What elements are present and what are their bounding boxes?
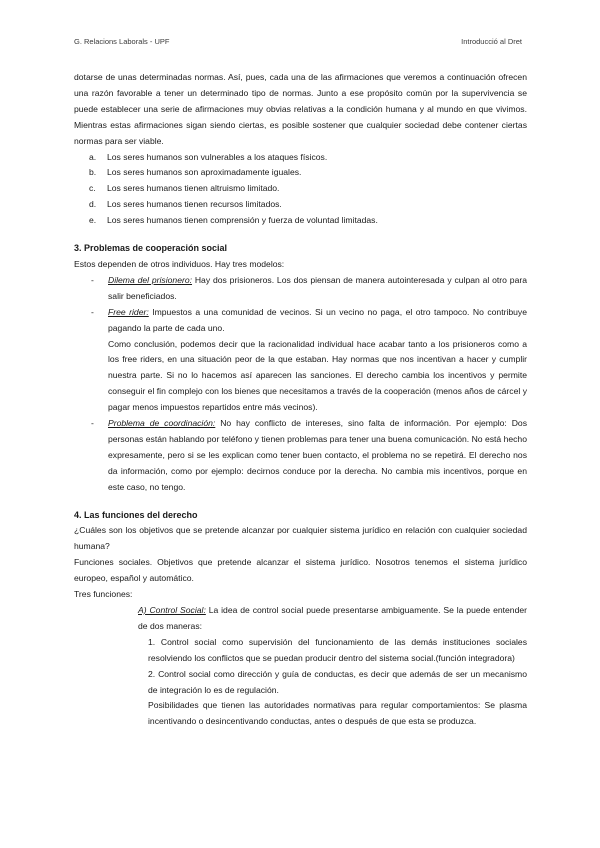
model-description: Hay dos prisioneros. Los dos piensan de manera autointeresada y culpan al otro para salir beneficiados. — [108, 274, 527, 301]
list-marker: b. — [89, 167, 97, 178]
list-marker: c. — [89, 183, 96, 194]
list-item-text: Los seres humanos tienen altruismo limitado. — [107, 183, 280, 194]
header-course: G. Relacions Laborals - UPF — [74, 37, 170, 46]
list-item-text: Los seres humanos tienen comprensión y fuerza de voluntad limitadas. — [107, 215, 378, 226]
model-term: Dilema del prisionero: — [108, 274, 193, 285]
list-marker: d. — [89, 199, 97, 210]
list-item — [74, 165, 527, 181]
social-control-paragraph — [74, 603, 527, 635]
section-3-intro: Estos dependen de otros individuos. Hay tres modelos: — [74, 258, 285, 269]
list-item — [74, 197, 527, 213]
dash-marker: - — [91, 418, 94, 429]
model-term: Problema de coordinación: — [108, 418, 216, 429]
control-way-2: 2. Control social como dirección y guía de conductas, es decir que además de ser un mecanismo de integración lo es de regulación. — [148, 668, 527, 695]
list-marker: a. — [89, 151, 97, 162]
header-subject: Introducció al Dret — [461, 37, 522, 46]
model-free-rider — [74, 305, 527, 337]
model-description: Impuestos a una comunidad de vecinos. Si un vecino no paga, el otro tampoco. No contribuye pagando la parte de cada uno. — [108, 306, 528, 333]
conclusion-paragraph: Como conclusión, podemos decir que la racionalidad individual hace acabar tanto a los prisioneros como a los free riders, en una situación peor de la que estaban. Hay normas que nos incentivan a hacer y cumplir nuestra parte. Si no lo hacemos así aparecen las sanciones. El derecho cambia los incentivos y permite conseguir el fin complejo con los bienes que necesitamos a través de la cooperación (menos años de cárcel y pagar menos impuestos repartidos entre más vecinos). — [108, 338, 527, 413]
affirmations-list — [74, 150, 527, 230]
dash-marker: - — [91, 274, 94, 285]
possibilities-paragraph: Posibilidades que tienen las autoridades normativas para regular comportamientos: Se plasma incentivando o desincentivando conductas, antes o después de que esta se produzca. — [148, 700, 527, 727]
list-item-text: Los seres humanos son aproximadamente iguales. — [107, 167, 302, 178]
list-item — [74, 181, 527, 197]
section-4-heading: 4. Las funciones del derecho — [74, 509, 198, 520]
document-body — [74, 70, 527, 730]
list-item-text: Los seres humanos son vulnerables a los ataques físicos. — [107, 151, 328, 162]
list-item-text: Los seres humanos tienen recursos limitados. — [107, 199, 282, 210]
control-way-1: 1. Control social como supervisión del funcionamiento de las demás instituciones sociales resolviendo los conflictos que se puedan producir dentro del sistema social.(función integradora) — [148, 636, 527, 663]
social-functions-paragraph: Funciones sociales. Objetivos que pretende alcanzar el sistema jurídico. Nosotros tenemos el sistema jurídico europeo, español y automático. — [74, 557, 527, 584]
list-item — [74, 213, 527, 229]
three-functions-label: Tres funciones: — [74, 589, 133, 600]
list-item — [74, 150, 527, 166]
function-description: La idea de control social puede presentarse ambiguamente. Se la puede entender de dos maneras: — [138, 605, 527, 631]
intro-paragraph: dotarse de unas determinadas normas. Así, pues, cada una de las afirmaciones que veremos a continuación ofrecen una razón favorable a tener un determinado tipo de normas. Junto a ese propósito común por la supervivencia se puede establecer una serie de afirmaciones muy obvias relativas a la condición humana y al mundo en que vivimos. Mientras estas afirmaciones sigan siendo ciertas, es posible sostener que cualquier sociedad debe contener ciertas normas para ser viable. — [74, 72, 527, 146]
model-term: Free rider: — [108, 306, 149, 317]
function-term: A) Control Social: — [138, 605, 206, 615]
dash-marker: - — [91, 306, 94, 317]
section-3-heading: 3. Problemas de cooperación social — [74, 243, 228, 254]
section-4-question: ¿Cuáles son los objetivos que se pretende alcanzar por cualquier sistema jurídico en relación con cualquier sociedad humana? — [74, 525, 527, 552]
list-marker: e. — [89, 215, 97, 226]
model-coordination-problem — [74, 416, 527, 496]
model-prisoners-dilemma — [74, 273, 527, 305]
model-description: No hay conflicto de intereses, sino falta de información. Por ejemplo: Dos personas están hablando por teléfono y tienen problemas para tener una buena comunicación. No está hecho expresamente, pero si se les explican como tener buen contacto, el problema no se repetirá. El derecho nos da información, como por ejemplo: decirnos conduce por la derecha. No cambia mis incentivos, porque en este caso, no tengo. — [108, 418, 527, 492]
